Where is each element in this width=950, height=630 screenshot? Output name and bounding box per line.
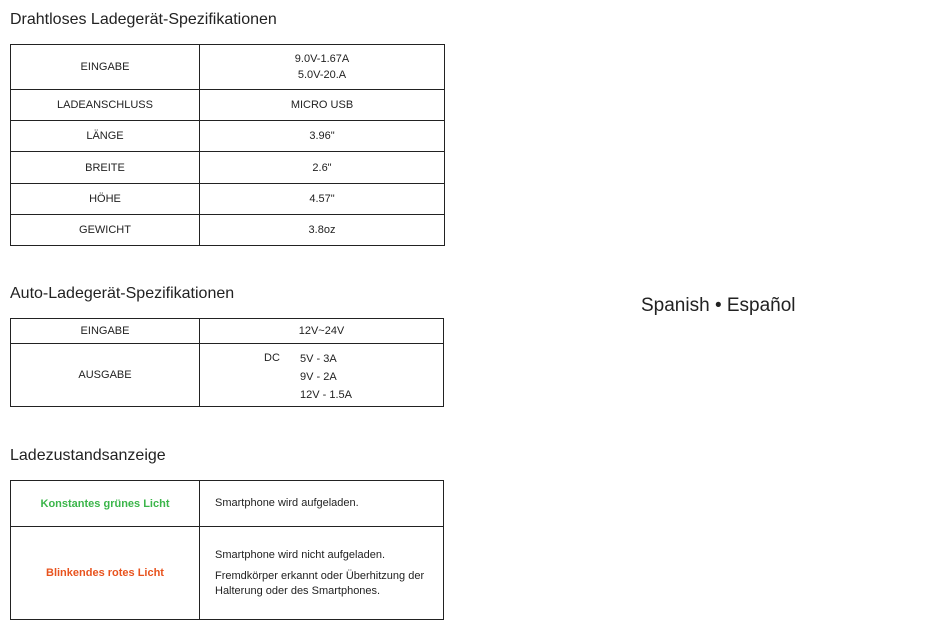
wireless-spec-table (10, 44, 445, 246)
car-spec-table (10, 318, 444, 407)
spec-label: LADEANSCHLUSS (11, 90, 200, 121)
wireless-section-title: Drahtloses Ladegerät-Spezifikationen (10, 11, 277, 28)
indicator-table (10, 480, 444, 620)
output-value: 9V - 2A (300, 371, 337, 383)
spec-label: GEWICHT (11, 215, 200, 246)
table-row (11, 121, 445, 152)
spec-label: BREITE (11, 152, 200, 184)
table-row (11, 527, 444, 620)
indicator-section-title: Ladezustandsanzeige (10, 447, 166, 464)
spec-value: 9.0V-1.67A 5.0V-20.A (200, 45, 445, 90)
spec-label: AUSGABE (11, 344, 200, 407)
car-section-title: Auto-Ladegerät-Spezifikationen (10, 285, 235, 302)
spec-label: EINGABE (11, 45, 200, 90)
spec-value: 4.57" (200, 184, 445, 215)
spec-value (200, 344, 444, 407)
spec-value: 3.8oz (200, 215, 445, 246)
table-row (11, 184, 445, 215)
dc-label: DC (264, 352, 280, 364)
table-row (11, 152, 445, 184)
spec-value: 2.6" (200, 152, 445, 184)
spec-label: HÖHE (11, 184, 200, 215)
table-row (11, 45, 445, 90)
table-row (11, 344, 444, 407)
table-row (11, 215, 445, 246)
indicator-state-red: Blinkendes rotes Licht (11, 527, 200, 620)
indicator-description: Smartphone wird aufgeladen. (200, 481, 444, 527)
spec-label: LÄNGE (11, 121, 200, 152)
output-value: 12V - 1.5A (300, 389, 352, 401)
indicator-description: Smartphone wird nicht aufgeladen. Fremdkörper erkannt oder Überhitzung der Halterung oder des Smartphones. (200, 527, 444, 620)
table-row (11, 481, 444, 527)
spec-label: EINGABE (11, 319, 200, 344)
output-value: 5V - 3A (300, 353, 337, 365)
indicator-state-green: Konstantes grünes Licht (11, 481, 200, 527)
table-row (11, 90, 445, 121)
spec-value: 12V~24V (200, 319, 444, 344)
language-label[interactable]: Spanish • Español (641, 295, 796, 316)
spec-value: MICRO USB (200, 90, 445, 121)
table-row (11, 319, 444, 344)
spec-value: 3.96" (200, 121, 445, 152)
